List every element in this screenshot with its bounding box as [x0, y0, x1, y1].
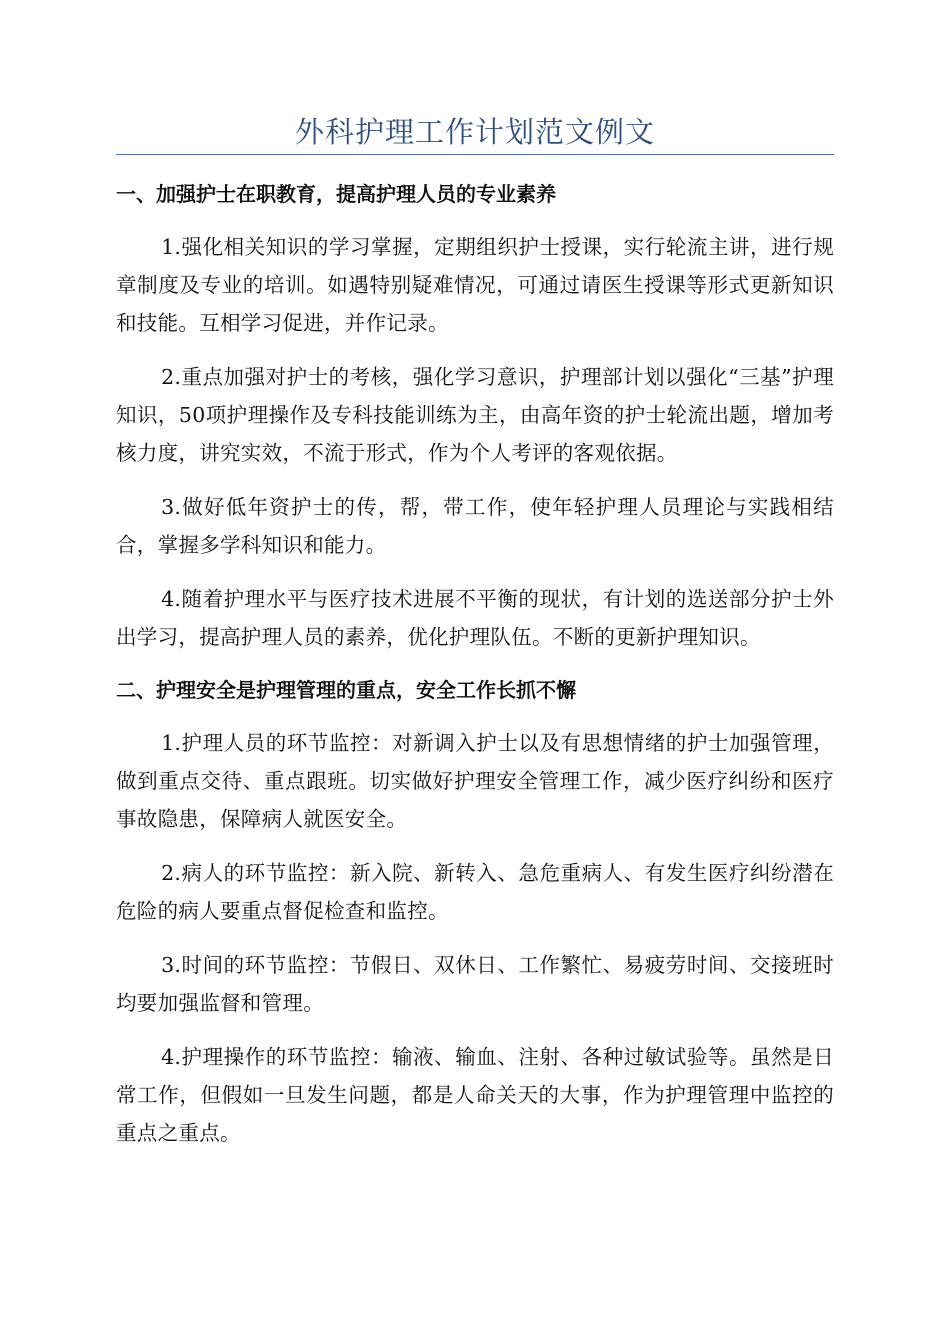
section-2: [116, 672, 834, 1152]
paragraph: 3.做好低年资护士的传，帮，带工作，使年轻护理人员理论与实践相结合，掌握多学科知识和能力。: [116, 495, 834, 557]
paragraph: 2.病人的环节监控：新入院、新转入、急危重病人、有发生医疗纠纷潜在危险的病人要重点督促检查和监控。: [116, 861, 834, 923]
paragraph: 4.随着护理水平与医疗技术进展不平衡的现状，有计划的选送部分护士外出学习，提高护理人员的素养，优化护理队伍。不断的更新护理知识。: [116, 587, 834, 649]
document-body: [116, 176, 834, 1168]
paragraph: 2.重点加强对护士的考核，强化学习意识，护理部计划以强化“三基”护理知识，50项护理操作及专科技能训练为主，由高年资的护士轮流出题，增加考核力度，讲究实效，不流于形式，作为个人考评的客观依据。: [116, 365, 834, 465]
section-heading: 一、加强护士在职教育，提高护理人员的专业素养: [116, 182, 556, 206]
paragraph: 1.强化相关知识的学习掌握，定期组织护士授课，实行轮流主讲，进行规章制度及专业的培训。如遇特别疑难情况，可通过请医生授课等形式更新知识和技能。互相学习促进，并作记录。: [116, 235, 834, 335]
section-heading: 二、护理安全是护理管理的重点，安全工作长抓不懈: [116, 678, 576, 702]
title-underline: [116, 154, 834, 155]
document-title: 外科护理工作计划范文例文: [294, 115, 655, 149]
section-1: [116, 176, 834, 656]
paragraph: 4.护理操作的环节监控：输液、输血、注射、各种过敏试验等。虽然是日常工作，但假如一旦发生问题，都是人命关天的大事，作为护理管理中监控的重点之重点。: [116, 1045, 834, 1145]
paragraph: 1.护理人员的环节监控：对新调入护士以及有思想情绪的护士加强管理，做到重点交待、重点跟班。切实做好护理安全管理工作，减少医疗纠纷和医疗事故隐患，保障病人就医安全。: [116, 731, 834, 831]
paragraph: 3.时间的环节监控：节假日、双休日、工作繁忙、易疲劳时间、交接班时均要加强监督和管理。: [116, 953, 834, 1015]
